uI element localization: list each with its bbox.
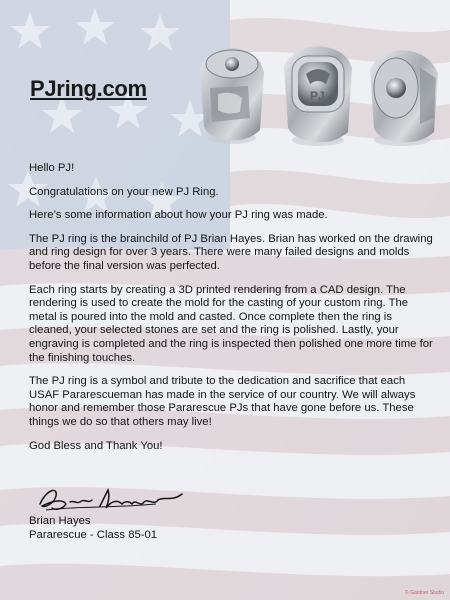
- site-logo: PJring.com: [30, 76, 147, 101]
- ring-angled-view: [370, 50, 438, 146]
- rings-photo: [188, 38, 450, 156]
- greeting: Hello PJ!: [29, 162, 75, 174]
- closing-line: God Bless and Thank You!: [29, 439, 163, 452]
- photo-credit: © Gardner Studio: [405, 590, 444, 596]
- signer-title: Pararescue - Class 85-01: [29, 529, 158, 541]
- paragraph-intro: Here’s some information about how your PJ ring was made.: [29, 209, 328, 222]
- paragraph-brainchild: The PJ ring is the brainchild of PJ Brian Hayes. Brian has worked on the drawing and ring design for over 3 years. There were many failed designs and molds before the final version was perfected.: [29, 232, 433, 272]
- svg-text:PJ: PJ: [310, 89, 325, 103]
- ring-front-view: [284, 46, 352, 146]
- signature-block: [29, 514, 157, 542]
- ring-side-view: [200, 48, 264, 144]
- letter-body: [29, 162, 434, 463]
- signer-name: Brian Hayes: [29, 515, 91, 527]
- paragraph-congratulations: Congratulations on your new PJ Ring.: [29, 185, 219, 198]
- paragraph-tribute: The PJ ring is a symbol and tribute to the dedication and sacrifice that each USAF Pararescueman has made in the service of our country. We will always honor and remember those Pararescue PJs that have gone before us. These things we do so that others may live!: [29, 375, 416, 428]
- handwritten-signature: [36, 482, 186, 516]
- paragraph-process: Each ring starts by creating a 3D printed rendering from a CAD design. The rendering is used to create the mold for the casting of your custom ring. The metal is poured into the mold and casted. Once complete then the ring is cleaned, your selected stones are set and the ring is polished. Lastly, your engraving is completed and the ring is inspected then polished one more time for the finishing touches.: [29, 283, 433, 364]
